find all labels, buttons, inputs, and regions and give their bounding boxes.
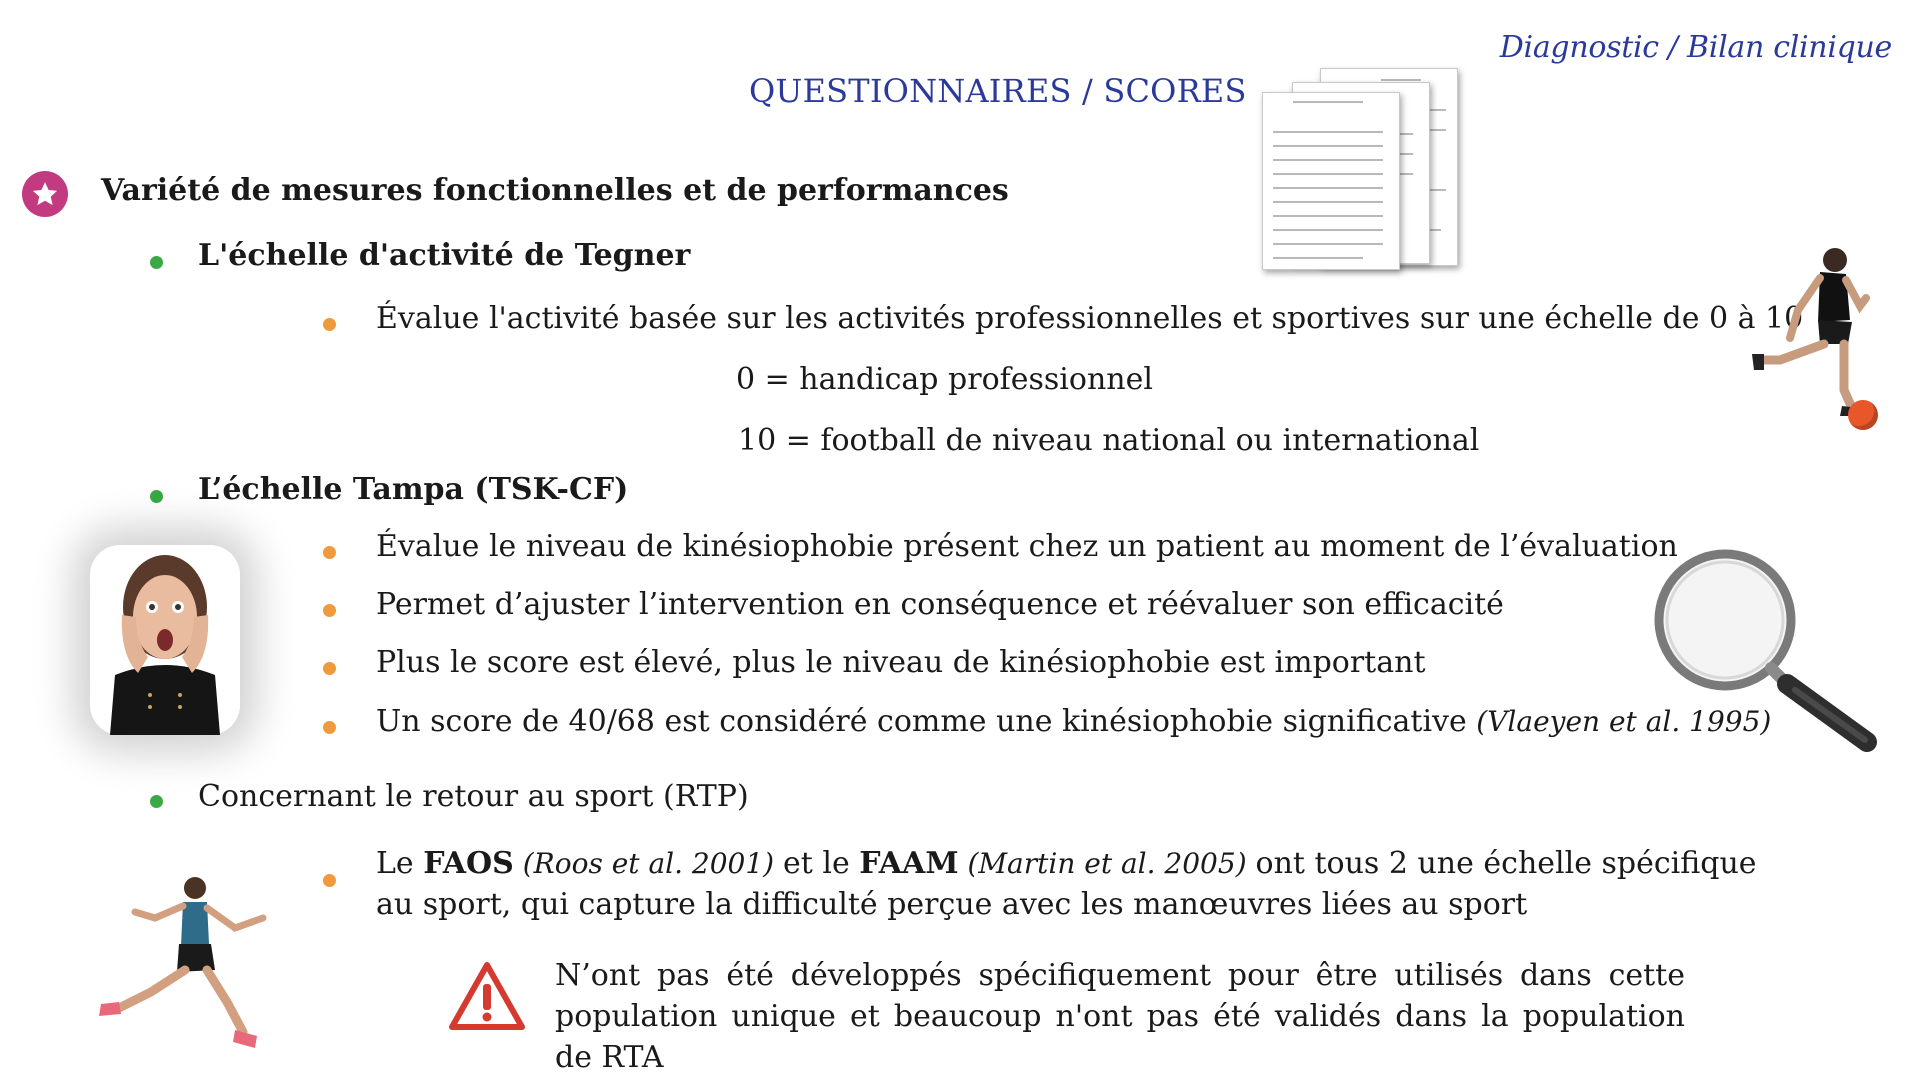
tampa-bullet-3: Plus le score est élevé, plus le niveau de kinésiophobie est important xyxy=(376,645,1426,680)
bullet-orange xyxy=(323,546,336,559)
tampa-bullet-2: Permet d’ajuster l’intervention en conséquence et réévaluer son efficacité xyxy=(376,587,1504,622)
bullet-orange xyxy=(323,604,336,617)
football-player-image xyxy=(1740,240,1880,430)
tampa-bullet-4: Un score de 40/68 est considéré comme une kinésiophobie significative (Vlaeyen et al. 1995) xyxy=(376,704,1772,739)
reference-vlaeyen: (Vlaeyen et al. 1995) xyxy=(1476,705,1772,738)
bullet-green xyxy=(150,795,163,808)
tampa-title: L’échelle Tampa (TSK-CF) xyxy=(198,472,629,507)
frightened-person-image xyxy=(90,545,240,735)
warning-icon xyxy=(448,960,526,1032)
section-title: Diagnostic / Bilan clinique xyxy=(1499,30,1892,65)
bullet-orange xyxy=(323,318,336,331)
tampa-bullet-1: Évalue le niveau de kinésiophobie présent chez un patient au moment de l’évaluation xyxy=(376,529,1678,564)
bullet-green xyxy=(150,490,163,503)
main-heading: Variété de mesures fonctionnelles et de performances xyxy=(101,173,1009,208)
reference-martin: (Martin et al. 2005) xyxy=(958,847,1256,880)
bullet-orange xyxy=(323,874,336,887)
warning-text: N’ont pas été développés spécifiquement pour être utilisés dans cette population unique et beaucoup n'ont pas été validés dans la population de RTA xyxy=(555,958,1685,1075)
faos-label: FAOS xyxy=(423,846,514,881)
star-icon xyxy=(22,171,68,217)
tegner-scale-low: 0 = handicap professionnel xyxy=(736,362,1153,397)
bullet-green xyxy=(150,256,163,269)
slide-title: QUESTIONNAIRES / SCORES xyxy=(749,72,1247,110)
bullet-orange xyxy=(323,662,336,675)
tegner-scale-high: 10 = football de niveau national ou international xyxy=(738,423,1480,458)
tegner-description: Évalue l'activité basée sur les activités professionnelles et sportives sur une échelle de 0 à 10 xyxy=(376,301,1804,336)
faam-label: FAAM xyxy=(859,846,959,881)
magnifier-icon xyxy=(1645,540,1895,760)
bullet-orange xyxy=(323,721,336,734)
questionnaire-documents-image xyxy=(1262,64,1462,274)
rtp-bullet-line-1: Le FAOS (Roos et al. 2001) et le FAAM (Martin et al. 2005) ont tous 2 une échelle spécifique xyxy=(376,846,1757,881)
rtp-title: Concernant le retour au sport (RTP) xyxy=(198,779,749,814)
tegner-title: L'échelle d'activité de Tegner xyxy=(198,238,691,273)
reference-roos: (Roos et al. 2001) xyxy=(513,847,783,880)
runner-image xyxy=(95,872,315,1057)
rtp-bullet-line-2: au sport, qui capture la difficulté perçue avec les manœuvres liées au sport xyxy=(376,887,1528,922)
